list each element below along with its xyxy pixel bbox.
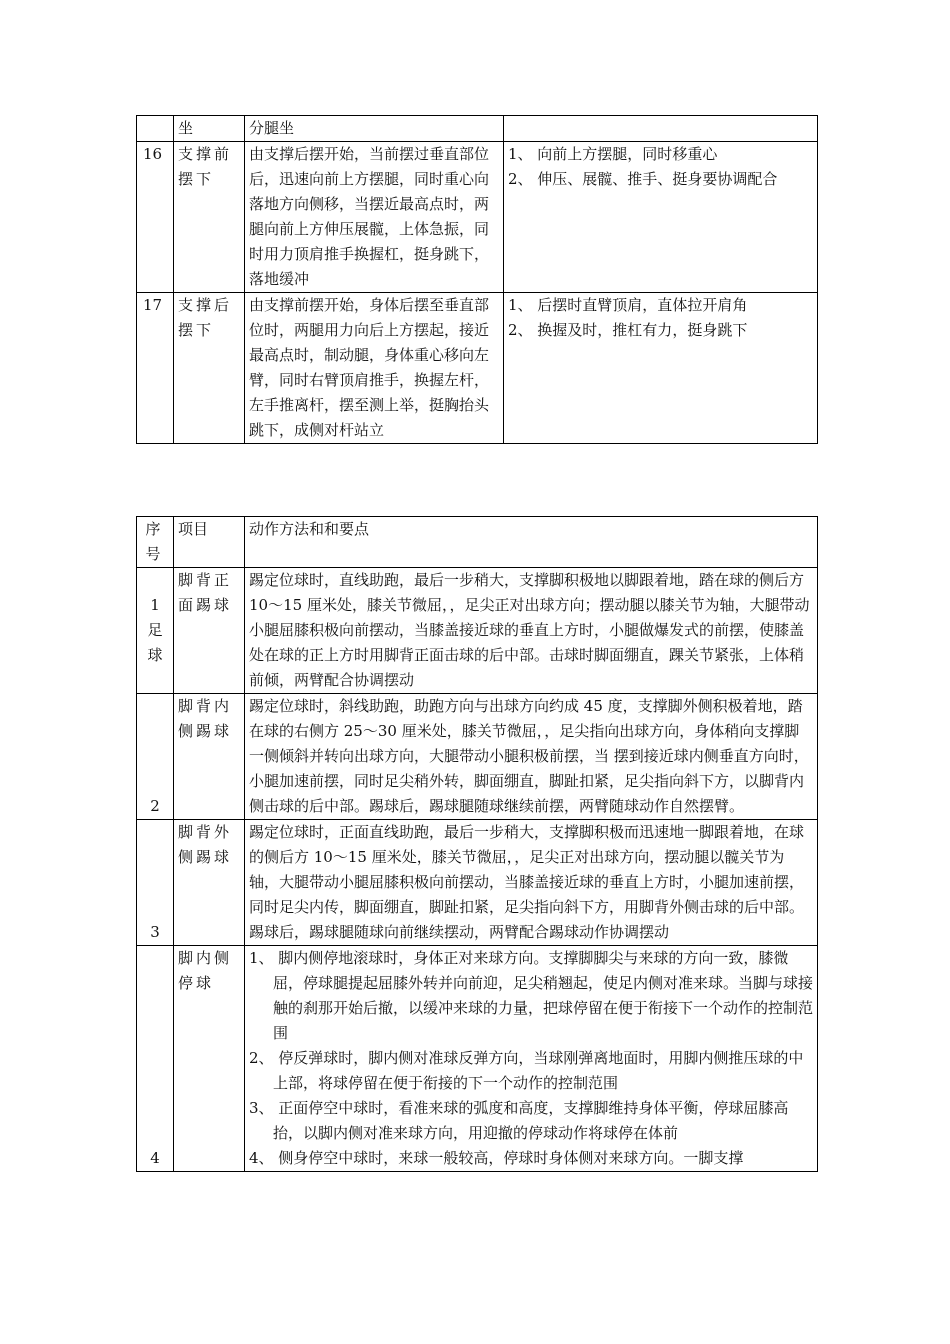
category-number: 1	[150, 596, 160, 614]
method-step: 2、 停反弹球时，脚内侧对准球反弹方向，当球刚弹离地面时，用脚内侧推压球的中上部，将球停留在便于衔接的下一个动作的控制范围	[249, 1049, 804, 1092]
category-cell	[137, 568, 174, 694]
football-table	[136, 516, 818, 1172]
method-text: 分腿坐	[245, 116, 504, 142]
key-points	[504, 293, 818, 444]
row-number	[137, 116, 174, 142]
method-step: 1、 脚内侧停地滚球时，身体正对来球方向。支撑脚脚尖与来球的方向一致，膝微屈，停球腿提起屈膝外转并向前迎，足尖稍翘起，使足内侧对准来球。当脚与球接触的刹那开始后撤，以缓冲来球的力量，把球停留在便于衔接下一个动作的控制范围	[249, 949, 814, 1042]
row-number: 17	[137, 293, 174, 444]
category-label: 足球	[147, 621, 163, 664]
table-row	[137, 116, 818, 142]
row-number: 4	[137, 946, 174, 1172]
header-method: 动作方法和和要点	[245, 517, 818, 568]
key-point: 2、 伸压、展髋、推手、挺身要协调配合	[508, 170, 778, 188]
method-text: 由支撑前摆开始，身体后摆至垂直部位时，两腿用力向后上方摆起，接近最高点时，制动腿，身体重心移向左臂，同时右臂顶肩推手，换握左杆，左手推离杆，摆至测上举，挺胸抬头跳下，成侧对杆站立	[245, 293, 504, 444]
method-text: 踢定位球时，直线助跑，最后一步稍大，支撑脚积极地以脚跟着地，踏在球的侧后方 10～15 厘米处，膝关节微屈，，足尖正对出球方向；摆动腿以膝关节为轴，大腿带动小腿屈膝积极向前摆动，当膝盖接近球的垂直上方时，小腿做爆发式的前摆，使膝盖处在球的正上方时用脚背正面击球的后中部。击球时脚面绷直，踝关节紧张，上体稍前倾，两臂配合协调摆动	[245, 568, 818, 694]
table-row	[137, 946, 818, 1172]
header-item: 项目	[174, 517, 245, 568]
key-points	[504, 116, 818, 142]
table-row	[137, 568, 818, 694]
method-text: 踢定位球时，斜线助跑，助跑方向与出球方向约成 45 度，支撑脚外侧积极着地，踏在球的右侧方 25～30 厘米处，膝关节微屈，，足尖指向出球方向，身体稍向支撑脚一侧倾斜并转向出球方向，大腿带动小腿积极前摆，当 摆到接近球内侧垂直方向时，小腿加速前摆，同时足尖稍外转，脚面绷直，脚趾扣紧，足尖指向斜下方，以脚背内侧击球的后中部。踢球后，踢球腿随球继续前摆，两臂随球动作自然摆臂。	[245, 694, 818, 820]
item-name: 脚背内侧踢球	[174, 694, 245, 820]
item-name: 脚内侧停球	[174, 946, 245, 1172]
table-row	[137, 142, 818, 293]
key-point: 1、 向前上方摆腿，同时移重心	[508, 145, 718, 163]
row-number: 3	[137, 820, 174, 946]
item-name: 脚背外侧踢球	[174, 820, 245, 946]
row-number: 16	[137, 142, 174, 293]
method-step: 4、 侧身停空中球时，来球一般较高，停球时身体侧对来球方向。一脚支撑	[249, 1149, 744, 1167]
table-row	[137, 694, 818, 820]
header-num: 序号	[137, 517, 174, 568]
key-points	[504, 142, 818, 293]
table-row	[137, 820, 818, 946]
table-header-row	[137, 517, 818, 568]
gymnastics-table	[136, 115, 818, 444]
method-step: 3、 正面停空中球时，看准来球的弧度和高度，支撑脚维持身体平衡，停球屈膝高抬，以脚内侧对准来球方向，用迎撤的停球动作将球停在体前	[249, 1099, 789, 1142]
method-text: 踢定位球时，正面直线助跑，最后一步稍大，支撑脚积极而迅速地一脚跟着地，在球的侧后方 10～15 厘米处，膝关节微屈，，足尖正对出球方向，摆动腿以髋关节为轴，大腿带动小腿屈膝积极向前摆动，当膝盖接近球的垂直上方时，小腿加速前摆，同时足尖内传，脚面绷直，脚趾扣紧，足尖指向斜下方，用脚背外侧击球的后中部。踢球后，踢球腿随球向前继续摆动，两臂配合踢球动作协调摆动	[245, 820, 818, 946]
row-number: 2	[137, 694, 174, 820]
key-point: 1、 后摆时直臂顶肩，直体拉开肩角	[508, 296, 748, 314]
item-name: 脚背正面踢球	[174, 568, 245, 694]
table-row	[137, 293, 818, 444]
key-point: 2、 换握及时，推杠有力，挺身跳下	[508, 321, 748, 339]
item-name: 坐	[174, 116, 245, 142]
method-text	[245, 946, 818, 1172]
item-name: 支撑后摆下	[174, 293, 245, 444]
method-text: 由支撑后摆开始，当前摆过垂直部位后，迅速向前上方摆腿，同时重心向落地方向侧移，当摆近最高点时，两腿向前上方伸压展髋，上体急振，同时用力顶肩推手换握杠，挺身跳下，落地缓冲	[245, 142, 504, 293]
item-name: 支撑前摆下	[174, 142, 245, 293]
